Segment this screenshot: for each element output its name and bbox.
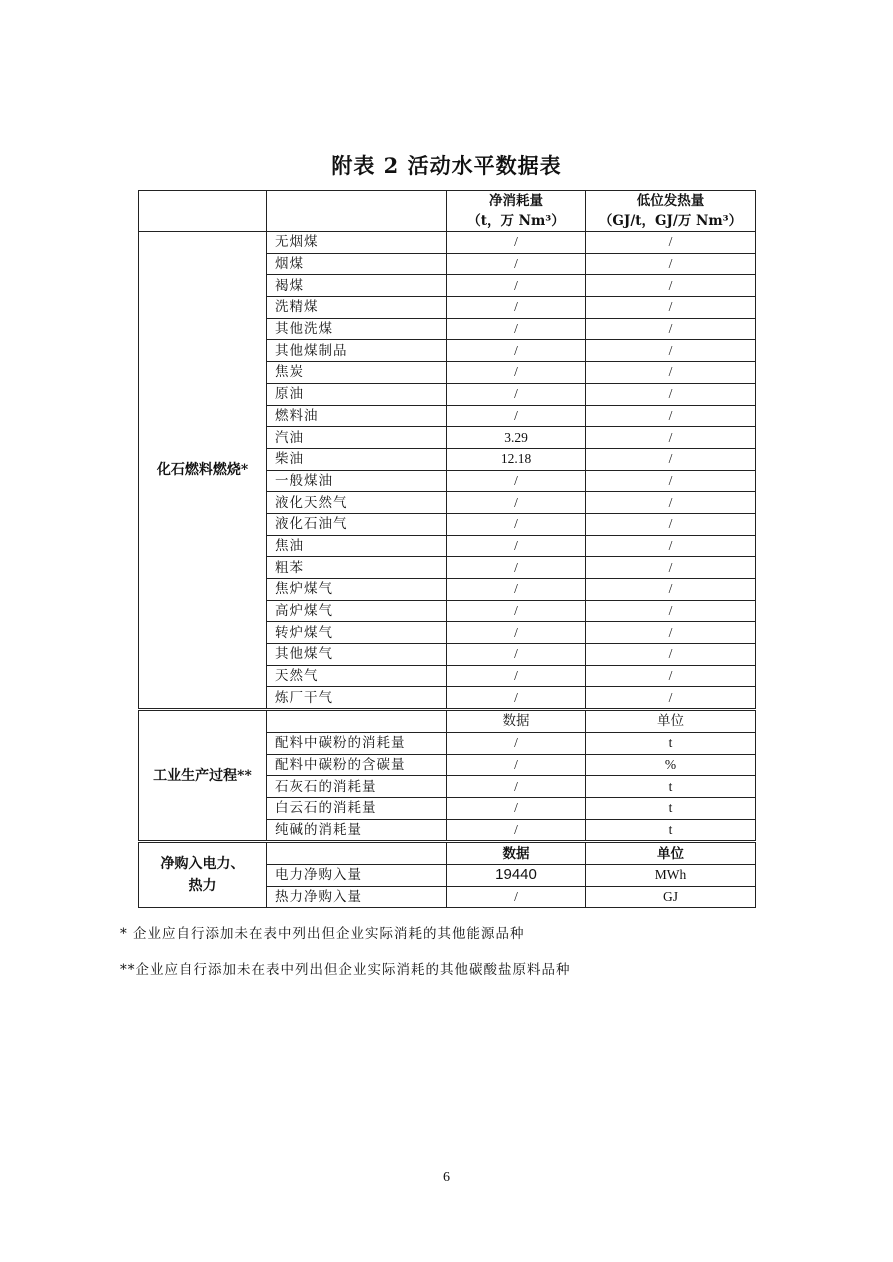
fuel-name: 液化天然气 <box>267 492 447 514</box>
header-consumption-unit: （t，万 Nm³） <box>467 213 565 229</box>
category-fossil-fuel: 化石燃料燃烧* <box>139 232 267 710</box>
process-item-name: 白云石的消耗量 <box>267 797 447 819</box>
fuel-name: 其他煤制品 <box>267 340 447 362</box>
fuel-heat-value: / <box>586 383 756 405</box>
fuel-heat-value: / <box>586 405 756 427</box>
page-number: 6 <box>443 1170 450 1185</box>
fuel-consumption: / <box>447 232 586 254</box>
fuel-heat-value: / <box>586 513 756 535</box>
fuel-heat-value: / <box>586 600 756 622</box>
fuel-name: 无烟煤 <box>267 232 447 254</box>
purchase-item-unit: MWh <box>586 864 756 886</box>
process-item-value: / <box>447 732 586 754</box>
process-item-unit: % <box>586 754 756 776</box>
fuel-heat-value: / <box>586 470 756 492</box>
category-line-1: 净购入电力、 <box>160 856 245 873</box>
fuel-consumption: 12.18 <box>447 448 586 470</box>
fuel-name: 一般煤油 <box>267 470 447 492</box>
fuel-name: 高炉煤气 <box>267 600 447 622</box>
header-heat-unit: （GJ/t，GJ/万 Nm³） <box>598 213 743 229</box>
fuel-name: 液化石油气 <box>267 513 447 535</box>
header-consumption <box>447 191 586 232</box>
fuel-heat-value: / <box>586 644 756 666</box>
process-item-unit: t <box>586 797 756 819</box>
subheader-unit: 单位 <box>586 710 756 733</box>
purchase-item-value: 19440 <box>447 864 586 886</box>
purchase-item-unit: GJ <box>586 886 756 908</box>
fuel-consumption: / <box>447 513 586 535</box>
footnote-1: * 企业应自行添加未在表中列出但企业实际消耗的其他能源品种 <box>120 926 525 942</box>
process-item-unit: t <box>586 732 756 754</box>
fuel-heat-value: / <box>586 362 756 384</box>
fuel-heat-value: / <box>586 340 756 362</box>
fuel-heat-value: / <box>586 297 756 319</box>
fuel-heat-value: / <box>586 557 756 579</box>
fuel-consumption: / <box>447 297 586 319</box>
fuel-heat-value: / <box>586 253 756 275</box>
footnote-2: **企业应自行添加未在表中列出但企业实际消耗的其他碳酸盐原料品种 <box>120 962 571 978</box>
fuel-name: 天然气 <box>267 665 447 687</box>
fuel-heat-value: / <box>586 622 756 644</box>
fuel-consumption: / <box>447 665 586 687</box>
process-item-value: / <box>447 776 586 798</box>
fuel-heat-value: / <box>586 579 756 601</box>
fuel-consumption: / <box>447 600 586 622</box>
fuel-name: 洗精煤 <box>267 297 447 319</box>
category-purchased-power-heat <box>139 842 267 908</box>
header-heat-value <box>586 191 756 232</box>
process-item-name: 石灰石的消耗量 <box>267 776 447 798</box>
fuel-heat-value: / <box>586 492 756 514</box>
activity-data-table <box>138 190 756 908</box>
industrial-subheader-row <box>139 710 756 733</box>
fuel-name: 其他煤气 <box>267 644 447 666</box>
fuel-name: 粗苯 <box>267 557 447 579</box>
fuel-heat-value: / <box>586 232 756 254</box>
fuel-consumption: / <box>447 253 586 275</box>
fuel-consumption: 3.29 <box>447 427 586 449</box>
header-row <box>139 191 756 232</box>
fuel-heat-value: / <box>586 665 756 687</box>
process-item-unit: t <box>586 776 756 798</box>
subheader-data: 数据 <box>447 710 586 733</box>
header-empty-cell <box>267 191 447 232</box>
fuel-name: 柴油 <box>267 448 447 470</box>
fuel-consumption: / <box>447 362 586 384</box>
fuel-name: 褐煤 <box>267 275 447 297</box>
process-item-value: / <box>447 797 586 819</box>
purchase-subheader-row <box>139 842 756 865</box>
process-item-value: / <box>447 754 586 776</box>
fuel-consumption: / <box>447 318 586 340</box>
table-row <box>139 232 756 254</box>
fuel-heat-value: / <box>586 448 756 470</box>
category-industrial-process: 工业生产过程** <box>139 710 267 842</box>
header-consumption-title: 净消耗量 <box>489 193 543 209</box>
fuel-consumption: / <box>447 275 586 297</box>
fuel-consumption: / <box>447 383 586 405</box>
table-title: 附表 2 活动水平数据表 <box>331 153 562 178</box>
fuel-heat-value: / <box>586 427 756 449</box>
subheader-empty-cell <box>267 842 447 865</box>
purchase-item-name: 热力净购入量 <box>267 886 447 908</box>
fuel-consumption: / <box>447 557 586 579</box>
fuel-heat-value: / <box>586 318 756 340</box>
fuel-name: 燃料油 <box>267 405 447 427</box>
fuel-name: 原油 <box>267 383 447 405</box>
fuel-consumption: / <box>447 340 586 362</box>
process-item-value: / <box>447 819 586 842</box>
process-item-unit: t <box>586 819 756 842</box>
fuel-name: 其他洗煤 <box>267 318 447 340</box>
category-line-2: 热力 <box>188 878 217 895</box>
subheader-empty-cell <box>267 710 447 733</box>
fuel-heat-value: / <box>586 535 756 557</box>
fuel-consumption: / <box>447 644 586 666</box>
purchase-item-value: / <box>447 886 586 908</box>
fuel-name: 焦炉煤气 <box>267 579 447 601</box>
subheader-data: 数据 <box>447 842 586 865</box>
fuel-consumption: / <box>447 470 586 492</box>
fuel-name: 转炉煤气 <box>267 622 447 644</box>
fuel-name: 焦油 <box>267 535 447 557</box>
process-item-name: 纯碱的消耗量 <box>267 819 447 842</box>
fuel-heat-value: / <box>586 275 756 297</box>
fuel-consumption: / <box>447 687 586 710</box>
fuel-name: 烟煤 <box>267 253 447 275</box>
fuel-name: 焦炭 <box>267 362 447 384</box>
header-heat-title: 低位发热量 <box>636 193 705 209</box>
fuel-consumption: / <box>447 579 586 601</box>
fuel-heat-value: / <box>586 687 756 710</box>
fuel-consumption: / <box>447 622 586 644</box>
fuel-consumption: / <box>447 535 586 557</box>
fuel-name: 炼厂干气 <box>267 687 447 710</box>
purchase-item-name: 电力净购入量 <box>267 864 447 886</box>
fuel-name: 汽油 <box>267 427 447 449</box>
subheader-unit: 单位 <box>586 842 756 865</box>
header-empty-cell <box>139 191 267 232</box>
process-item-name: 配料中碳粉的含碳量 <box>267 754 447 776</box>
fuel-consumption: / <box>447 405 586 427</box>
fuel-consumption: / <box>447 492 586 514</box>
process-item-name: 配料中碳粉的消耗量 <box>267 732 447 754</box>
